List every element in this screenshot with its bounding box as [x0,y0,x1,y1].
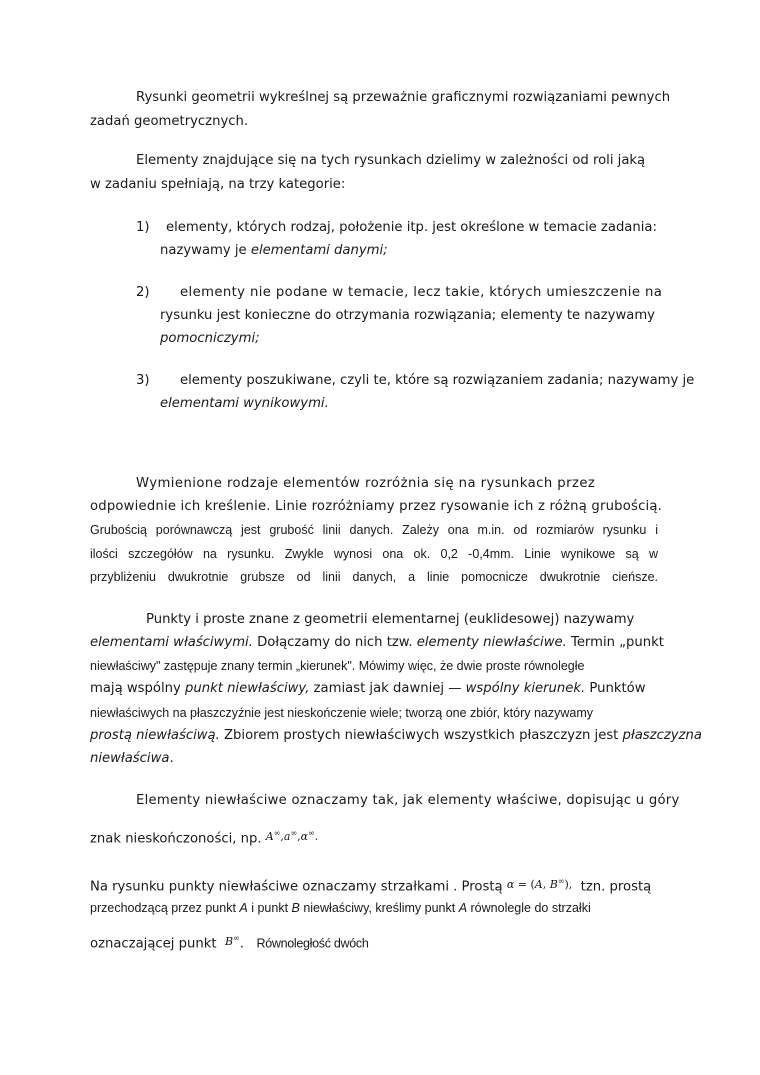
list-item-2-line3 [160,331,260,347]
para4-term-niewlasciwe: elementy niewłaściwe. [416,635,567,650]
para4-line1: Punkty i proste znane z geometrii elementarnej (euklidesowej) nazywamy [146,612,635,627]
para6-line2-b: i punkt [247,901,292,915]
para6-point-A2: A [458,901,468,915]
math-end: . [314,829,319,843]
math-B: B [224,934,234,948]
formula-B: B [549,877,558,891]
para6-line2-c: niewłaściwy, kreślimy punkt [299,901,459,915]
para6-line3-a: oznaczającej punkt [90,936,217,952]
math-inf-3: ∞ [308,828,315,837]
formula-close: ), [564,877,573,891]
list-item-3-line1: elementy poszukiwane, czyli te, które są rozwiązaniem zadania; nazywamy je [180,373,695,388]
list-item-1-prefix: nazywamy je [160,243,251,258]
math-sep-1: , [280,829,284,843]
para6-line3 [90,933,369,953]
para3-line5: przybliżeniu dwukrotnie grubsze od linii danych, a linie pomocnicze dwukrotnie cieńsze. [90,570,658,584]
para6-point-A: A [239,901,248,915]
line-formula [507,878,572,891]
math-inf-2: ∞ [290,828,298,837]
para6-line2-d: równolegle do strzałki [467,901,591,915]
para4-line6-b: Zbiorem prostych niewłaściwych wszystkich płaszczyzn jest [219,728,623,743]
para3-line2: odpowiednie ich kreślenie. Linie rozróżniamy przez rysowanie ich z różną grubością. [90,499,663,514]
math-sep-2: , [297,829,301,843]
list-item-3-number: 3) [136,373,150,388]
formula-inf: ∞ [557,876,565,885]
math-inf-1: ∞ [273,828,281,837]
para3-line1: Wymienione rodzaje elementów rozróżnia się na rysunkach przez [136,476,596,491]
para1-line2: zadań geometrycznych. [90,114,249,129]
list-item-2-line2: rysunku jest konieczne do otrzymania rozwiązania; elementy te nazywamy [160,308,655,323]
para3-line4: ilości szczegółów na rysunku. Zwykle wynosi ona ok. 0,2 -0,4mm. Linie wynikowe są w [90,547,658,561]
math-alpha: α [300,829,309,843]
para6-line3-b: Równoległość dwóch [256,936,369,951]
para4-line7-end: . [169,751,174,766]
para6-line2 [90,900,591,916]
formula-alpha: α [506,877,515,891]
formula-A: A [534,877,543,891]
list-item-3-line2 [160,396,329,412]
para4-line4 [90,681,646,697]
para3-line3: Grubością porównawczą jest grubość linii danych. Zależy ona m.in. od rozmiarów rysunku i [90,523,658,537]
para4-term-plaszczyzna: płaszczyzna [622,728,702,743]
list-item-2-line1: elementy nie podane w temacie, lecz takie, których umieszczenie na [180,285,663,300]
math-A: A [265,829,274,843]
para5-line1: Elementy niewłaściwe oznaczamy tak, jak elementy właściwe, dopisując u góry [136,793,680,808]
para6-line1-b: tzn. prostą [580,879,652,895]
list-item-1-number: 1) [136,220,150,235]
para4-term-wlasciwe: elementami właściwymi. [90,635,253,650]
list-item-1-line2 [160,243,388,259]
para4-line2-text: Dołączamy do nich tzw. [252,635,417,650]
list-item-2-term: pomocniczymi; [160,331,260,346]
list-item-1-term: elementami danymi; [250,243,388,258]
para4-line5: niewłaściwych na płaszczyźnie jest nieskończenie wiele; tworzą one zbiór, który nazywamy [90,706,593,720]
math-B-inf: ∞ [233,933,240,942]
para4-line2 [90,635,664,651]
para6-line2-a: przechodzącą przez punkt [90,901,240,915]
para4-line4-c: zamiast jak dawniej — [309,681,466,696]
para1-line1: Rysunki geometrii wykreślnej są przeważnie graficznymi rozwiązaniami pewnych [136,90,671,105]
para4-line6 [90,728,702,744]
para4-line4-a: mają wspólny [90,681,185,696]
list-item-3-term: elementami wynikowymi. [160,396,329,411]
para4-term-punkt: punkt niewłaściwy, [184,681,310,696]
para2-line2: w zadaniu spełniają, na trzy kategorie: [90,177,346,192]
para4-line4-e: Punktów [585,681,646,696]
para4-line3: niewłaściwy" zastępuje znany termin „kierunek". Mówimy więc, że dwie proste równoległe [90,659,585,673]
list-item-1-line1: elementy, których rodzaj, położenie itp. jest określone w temacie zadania: [166,220,657,235]
infinity-notation [266,830,318,843]
para6-line1-a: Na rysunku punkty niewłaściwe oznaczamy strzałkami . Prostą [90,879,503,895]
list-item-2-number: 2) [136,285,150,300]
para5-line2-text: znak nieskończoności, np. [90,831,262,847]
para6-line1 [90,876,651,896]
point-B-infinity [225,935,240,948]
formula-comma: , [542,877,550,891]
para4-line2-end: Termin „punkt [566,635,664,650]
para2-line1: Elementy znajdujące się na tych rysunkach dzielimy w zależności od roli jaką [136,153,646,168]
para4-term-kierunek: wspólny kierunek. [465,681,586,696]
para4-line7 [90,751,174,767]
para5-line2 [90,828,318,848]
para4-term-prosta: prostą niewłaściwą. [90,728,220,743]
para6-line3-dot: . [239,936,244,952]
formula-eq: = ( [514,877,535,891]
para6-point-B: B [291,901,300,915]
para4-term-niewlasciwa: niewłaściwa [90,751,170,766]
math-a: a [283,829,291,843]
